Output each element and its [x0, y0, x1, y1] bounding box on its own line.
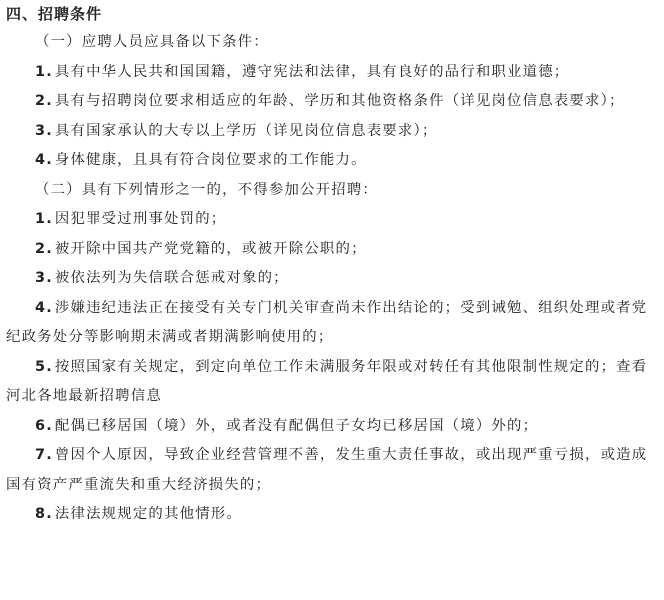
section-heading: 四、招聘条件	[6, 5, 103, 23]
group1-item-4	[6, 146, 652, 176]
item-text: 具有中华人民共和国国籍，遵守宪法和法律，具有良好的品行和职业道德；	[54, 63, 570, 80]
group2-item-1	[6, 205, 652, 235]
item-number: 3.	[35, 270, 53, 286]
item-text: 具有国家承认的大专以上学历（详见岗位信息表要求）；	[54, 122, 438, 139]
group2-item-2	[6, 235, 652, 265]
group2-item-6	[6, 412, 652, 442]
item-number: 6.	[35, 417, 53, 434]
item-number: 4.	[35, 299, 53, 316]
group1-item-1	[6, 58, 652, 88]
group2-item-5	[6, 353, 652, 412]
item-number: 1.	[35, 211, 53, 227]
item-number: 5.	[35, 358, 53, 375]
item-number: 3.	[35, 122, 53, 139]
group2-intro: （二）具有下列情形之一的，不得参加公开招聘：	[35, 181, 378, 198]
group1-item-2	[6, 87, 652, 117]
item-text: 具有与招聘岗位要求相适应的年龄、学历和其他资格条件（详见岗位信息表要求）；	[54, 93, 625, 109]
item-number: 2.	[35, 93, 53, 109]
group1-intro: （一）应聘人员应具备以下条件：	[35, 34, 269, 50]
item-text: 被开除中国共产党党籍的，或被开除公职的；	[54, 240, 367, 257]
item-text: 按照国家有关规定，到定向单位工作未满服务年限或对转任有其他限制性规定的；查看河北各地最新招聘信息	[6, 358, 648, 404]
group2-item-8	[6, 500, 652, 530]
item-text: 法律法规规定的其他情形。	[54, 506, 242, 522]
item-text: 配偶已移居国（境）外，或者没有配偶但子女均已移居国（境）外的；	[54, 417, 539, 434]
item-text: 曾因个人原因，导致企业经营管理不善，发生重大责任事故，或出现严重亏损，或造成国有资产严重流失和重大经济损失的；	[6, 447, 648, 493]
item-number: 1.	[35, 63, 53, 80]
item-text: 因犯罪受过刑事处罚的；	[54, 211, 227, 227]
item-text: 被依法列为失信联合惩戒对象的；	[54, 270, 289, 286]
item-number: 4.	[35, 152, 53, 168]
group2-item-3	[6, 264, 652, 294]
item-text: 身体健康，且具有符合岗位要求的工作能力。	[54, 152, 367, 168]
group1-item-3	[6, 117, 652, 147]
group2-item-4	[6, 294, 652, 353]
item-number: 8.	[35, 506, 53, 522]
item-number: 7.	[35, 447, 53, 463]
group2-item-7	[6, 441, 652, 500]
item-text: 涉嫌违纪违法正在接受有关专门机关审查尚未作出结论的；受到诫勉、组织处理或者党纪政务处分等影响期未满或者期满影响使用的；	[6, 299, 648, 345]
item-number: 2.	[35, 240, 53, 257]
